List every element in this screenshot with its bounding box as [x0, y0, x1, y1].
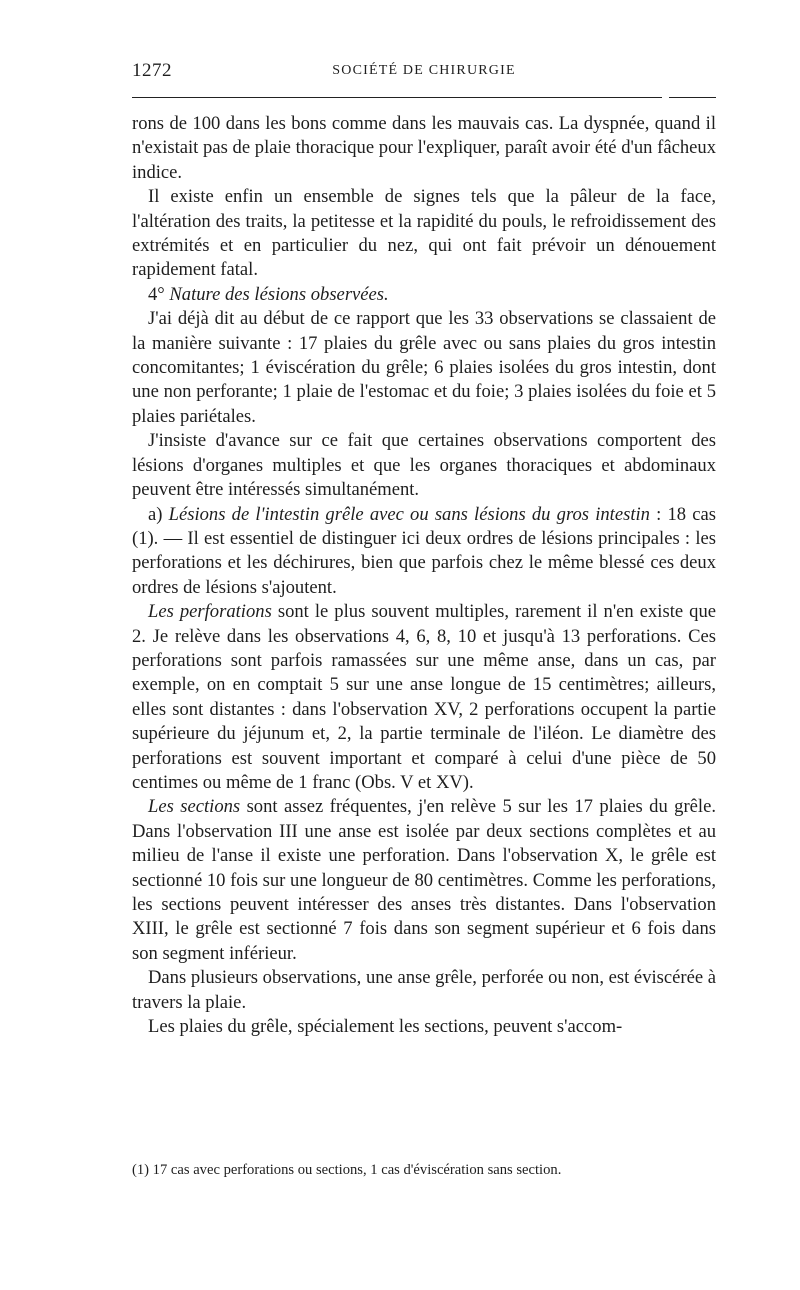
page-number: 1272: [132, 60, 172, 81]
paragraph: Les plaies du grêle, spécialement les sections, peuvent s'accom-: [148, 1016, 623, 1038]
header-rule-short: [669, 97, 716, 98]
subsection-title: Lésions de l'intestin grêle avec ou sans lésions du gros intestin: [168, 503, 650, 525]
paragraph-text: sont assez fréquentes, j'en relève 5 sur les 17 plaies du grêle. Dans l'observation III une anse est isolée par deux sections complètes et au milieu de l'anse il existe une perforation. Dans l'observation X, le grêle est sectionné 10 fois sur une longueur de 80 centimètres. Comme les perforations, les sections peuvent intéresser des anses très distantes. Dans l'observation XIII, le grêle est sectionné 7 fois dans son segment supérieur et 6 fois dans son segment inférieur.: [132, 796, 717, 964]
paragraph: J'ai déjà dit au début de ce rapport que les 33 observations se classaient de la manière suivante : 17 plaies du grêle avec ou sans plaies du gros intestin concomitantes; 1 éviscération du grêle; 6 plaies isolées du gros intestin, dont une non perforante; 1 plaie de l'estomac et du foie; 3 plaies isolées du foie et 5 plaies pariétales.: [132, 308, 716, 427]
section-title: Nature des lésions observées.: [169, 283, 389, 305]
running-title: SOCIÉTÉ DE CHIRURGIE: [332, 63, 516, 78]
subsection-label: a): [148, 503, 163, 525]
paragraph: [132, 503, 716, 601]
body-text: [132, 112, 716, 1039]
paragraph: J'insiste d'avance sur ce fait que certaines observations comportent des lésions d'organes multiples et que les organes thoraciques et abdominaux peuvent être intéressés simultanément.: [132, 430, 716, 501]
paragraph: rons de 100 dans les bons comme dans les mauvais cas. La dyspnée, quand il n'existait pas de plaie thoracique pour l'expliquer, paraît avoir été d'un fâcheux indice.: [132, 113, 716, 183]
paragraph: [132, 795, 716, 966]
paragraph-text: : 18 cas (1). — Il est essentiel de distinguer ici deux ordres de lésions principales : les perforations et les déchirures, bien que parfois chez le même blessé ces deux ordres de lésions s'ajoutent.: [132, 503, 716, 598]
paragraph: [132, 600, 716, 795]
page-header: [132, 60, 716, 84]
section-heading: [132, 283, 716, 307]
subsection-title: Les sections: [148, 796, 241, 818]
footnote: (1) 17 cas avec perforations ou sections, 1 cas d'éviscération sans section.: [132, 1162, 562, 1178]
paragraph: Dans plusieurs observations, une anse grêle, perforée ou non, est éviscérée à travers la plaie.: [132, 967, 716, 1013]
section-number: 4°: [148, 283, 165, 305]
header-rule: [132, 97, 662, 98]
subsection-title: Les perforations: [148, 601, 272, 623]
paragraph: Il existe enfin un ensemble de signes tels que la pâleur de la face, l'altération des traits, la petitesse et la rapidité du pouls, le refroidissement des extrémités et en particulier du nez, qui ont fait prévoir un dénouement rapidement fatal.: [132, 186, 716, 281]
paragraph-text: sont le plus souvent multiples, rarement il n'en existe que 2. Je relève dans les observations 4, 6, 8, 10 et jusqu'à 13 perforations. Ces perforations sont parfois ramassées sur une même anse, dans un cas, par exemple, on en comptait 5 sur une anse longue de 15 centimètres; ailleurs, elles sont distantes : dans l'observation XV, 2 perforations occupent la partie supérieure du jéjunum et, 2, la partie terminale de l'iléon. Le diamètre des perforations est souvent important et comparé à celui d'une pièce de 50 centimes ou même de 1 franc (Obs. V et XV).: [132, 601, 716, 793]
